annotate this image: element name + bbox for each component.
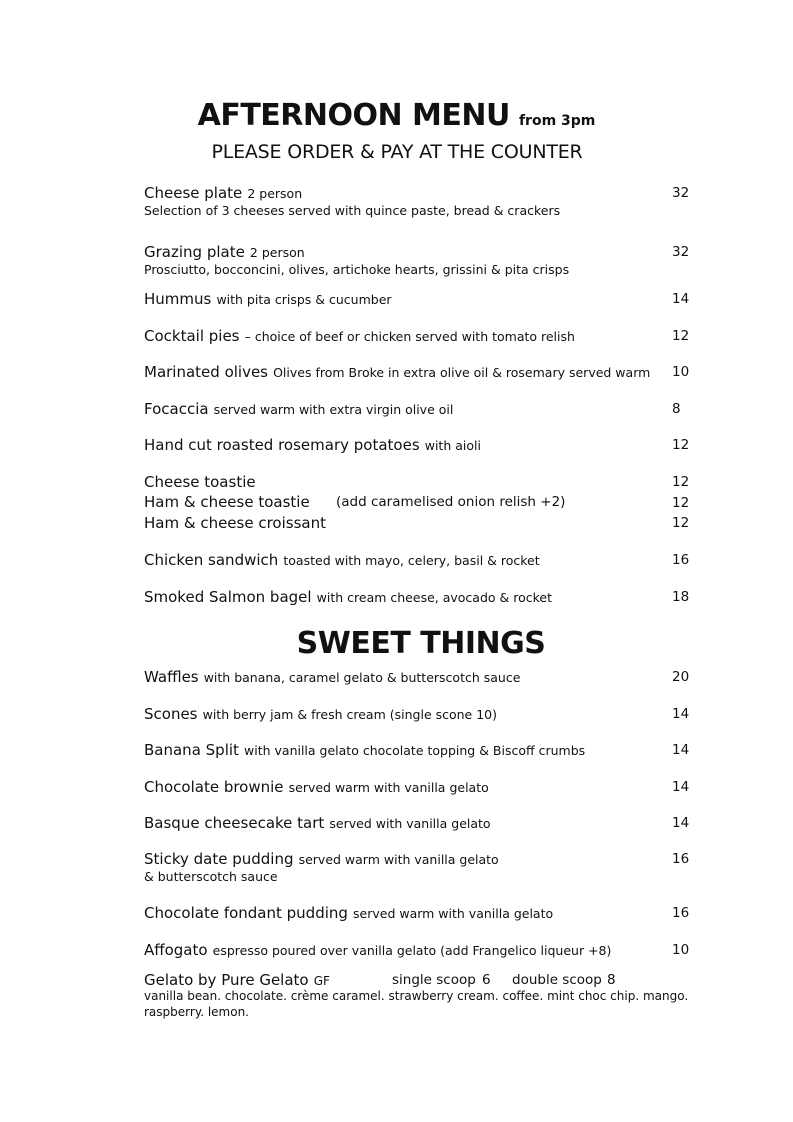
item-desc: served warm with vanilla gelato xyxy=(298,852,499,867)
section-title-sweet: SWEET THINGS xyxy=(296,626,546,661)
item-desc: served warm with vanilla gelato xyxy=(288,780,489,795)
menu-item xyxy=(144,326,664,345)
item-price: 10 xyxy=(672,942,690,958)
menu-item xyxy=(144,399,664,418)
item-price: 12 xyxy=(672,474,690,490)
item-price: 16 xyxy=(672,905,690,921)
item-name: Grazing plate xyxy=(144,243,245,261)
item-note: (add caramelised onion relish +2) xyxy=(336,494,566,510)
item-price: 14 xyxy=(672,742,690,758)
item-desc: espresso poured over vanilla gelato (add Frangelico liqueur +8) xyxy=(212,943,612,958)
item-name: Gelato by Pure Gelato xyxy=(144,971,309,989)
item-name: Cheese toastie xyxy=(144,473,256,491)
item-desc: with berry jam & fresh cream (single scone 10) xyxy=(202,707,498,722)
title-text: AFTERNOON MENU xyxy=(197,98,510,133)
single-scoop-price: 6 xyxy=(482,972,491,988)
item-name: Sticky date pudding xyxy=(144,850,294,868)
item-name: Affogato xyxy=(144,941,208,959)
item-name: Hand cut roasted rosemary potatoes xyxy=(144,436,420,454)
menu-item xyxy=(144,513,664,532)
item-price: 18 xyxy=(672,589,690,605)
item-desc: 2 person xyxy=(247,186,303,201)
item-price: 32 xyxy=(672,244,690,260)
menu-item xyxy=(144,362,664,381)
menu-item xyxy=(144,903,664,922)
single-scoop-label: single scoop xyxy=(392,972,476,988)
item-price: 8 xyxy=(672,401,681,417)
item-name: Ham & cheese toastie xyxy=(144,493,310,511)
item-name: Cocktail pies xyxy=(144,327,240,345)
gluten-free-badge: GF xyxy=(313,974,330,988)
gelato-flavours-line1: vanilla bean. chocolate. crème caramel. strawberry cream. coffee. mint choc chip. mango. xyxy=(144,989,689,1003)
menu-item xyxy=(144,550,664,569)
item-price: 12 xyxy=(672,515,690,531)
item-desc: Olives from Broke in extra olive oil & rosemary served warm xyxy=(273,365,651,380)
item-price: 14 xyxy=(672,706,690,722)
item-price: 20 xyxy=(672,669,690,685)
double-scoop-price: 8 xyxy=(607,972,616,988)
item-name: Chicken sandwich xyxy=(144,551,279,569)
item-price: 10 xyxy=(672,364,690,380)
item-name: Smoked Salmon bagel xyxy=(144,588,312,606)
menu-item xyxy=(144,940,664,959)
menu-item xyxy=(144,242,664,261)
menu-item xyxy=(144,849,664,868)
item-name: Ham & cheese croissant xyxy=(144,514,326,532)
item-desc-line2: Prosciutto, bocconcini, olives, artichoke hearts, grissini & pita crisps xyxy=(144,262,570,277)
item-name: Cheese plate xyxy=(144,184,243,202)
item-desc: served warm with vanilla gelato xyxy=(353,906,554,921)
item-name: Hummus xyxy=(144,290,212,308)
item-desc: with vanilla gelato chocolate topping & Biscoff crumbs xyxy=(244,743,586,758)
item-desc-line2: & butterscotch sauce xyxy=(144,869,278,884)
gelato-flavours-line2: raspberry. lemon. xyxy=(144,1005,249,1019)
item-desc: with aioli xyxy=(424,438,481,453)
double-scoop-label: double scoop xyxy=(512,972,602,988)
item-desc: – choice of beef or chicken served with tomato relish xyxy=(244,329,575,344)
item-name: Chocolate fondant pudding xyxy=(144,904,348,922)
menu-item xyxy=(144,289,664,308)
item-price: 16 xyxy=(672,552,690,568)
item-price: 32 xyxy=(672,185,690,201)
menu-item xyxy=(144,777,664,796)
item-price: 14 xyxy=(672,779,690,795)
item-desc-line2: Selection of 3 cheeses served with quince paste, bread & crackers xyxy=(144,203,561,218)
item-price: 16 xyxy=(672,851,690,867)
menu-item xyxy=(144,472,664,491)
title-from: from 3pm xyxy=(518,113,596,129)
item-name: Basque cheesecake tart xyxy=(144,814,325,832)
menu-item xyxy=(144,183,664,202)
item-price: 12 xyxy=(672,437,690,453)
order-instruction: PLEASE ORDER & PAY AT THE COUNTER xyxy=(211,141,583,163)
menu-item xyxy=(144,740,664,759)
menu-title xyxy=(0,98,793,133)
menu-item xyxy=(144,667,664,686)
item-name: Banana Split xyxy=(144,741,239,759)
item-price: 12 xyxy=(672,495,690,511)
item-name: Waffles xyxy=(144,668,199,686)
item-name: Chocolate brownie xyxy=(144,778,284,796)
item-name: Focaccia xyxy=(144,400,209,418)
menu-item xyxy=(144,587,664,606)
menu-item xyxy=(144,704,664,723)
item-price: 14 xyxy=(672,291,690,307)
menu-item xyxy=(144,813,664,832)
item-desc: toasted with mayo, celery, basil & rocket xyxy=(283,553,540,568)
item-desc: with banana, caramel gelato & butterscotch sauce xyxy=(203,670,521,685)
item-price: 12 xyxy=(672,328,690,344)
item-desc: with pita crisps & cucumber xyxy=(216,292,392,307)
item-name: Marinated olives xyxy=(144,363,268,381)
item-desc: with cream cheese, avocado & rocket xyxy=(316,590,552,605)
item-desc: served with vanilla gelato xyxy=(329,816,491,831)
menu-item xyxy=(144,435,664,454)
item-price: 14 xyxy=(672,815,690,831)
item-desc: served warm with extra virgin olive oil xyxy=(213,402,454,417)
item-desc: 2 person xyxy=(249,245,305,260)
item-name: Scones xyxy=(144,705,198,723)
